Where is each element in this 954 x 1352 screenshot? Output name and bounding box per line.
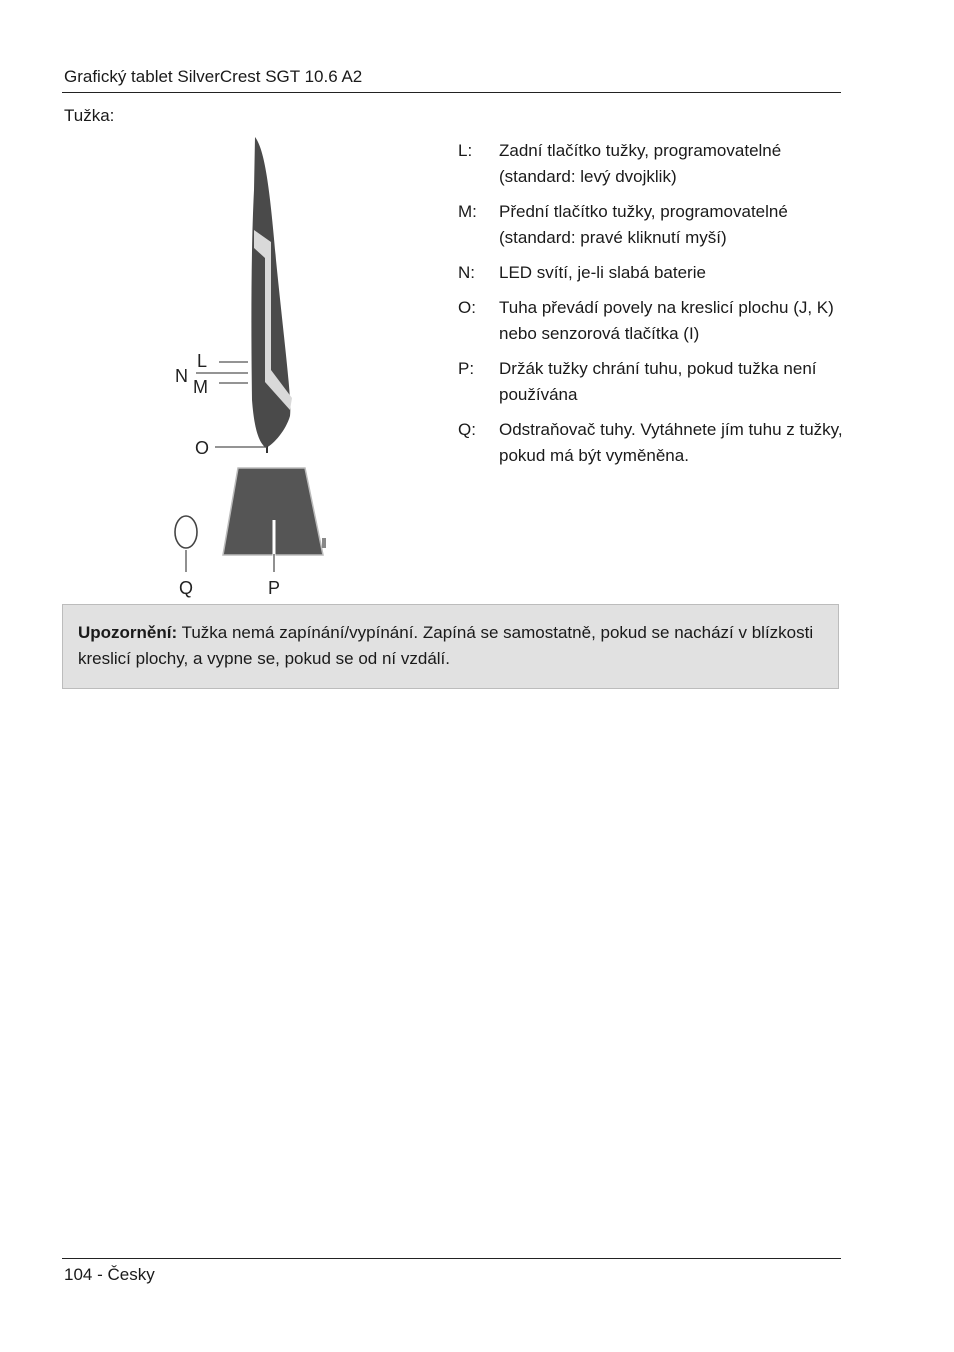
legend-key: M: bbox=[458, 202, 477, 221]
footer-divider bbox=[62, 1258, 841, 1259]
holder-notch bbox=[322, 538, 326, 548]
callout-label-n: N bbox=[175, 366, 188, 386]
callout-label-q: Q bbox=[179, 578, 194, 598]
note-content bbox=[78, 620, 818, 672]
legend-key: P: bbox=[458, 359, 475, 378]
callout-label-l: L bbox=[197, 351, 208, 371]
note-body: Tužka nemá zapínání/vypínání. Zapíná se samostatně, pokud se nachází v blízkosti kreslicí plochy, a vypne se, pokud se od ní vzdálí. bbox=[78, 623, 814, 668]
legend-text: Držák tužky chrání tuhu, pokud tužka není používána bbox=[499, 359, 817, 404]
legend-text: Přední tlačítko tužky, programovatelné (standard: pravé kliknutí myší) bbox=[499, 202, 788, 247]
legend-text: Tuha převádí povely na kreslicí plochu (J, K) nebo senzorová tlačítka (I) bbox=[499, 298, 834, 343]
legend-key: Q: bbox=[458, 420, 476, 439]
legend-text: Zadní tlačítko tužky, programovatelné (standard: levý dvojklik) bbox=[499, 141, 782, 186]
lead-remover bbox=[175, 516, 197, 548]
legend-key: N: bbox=[458, 263, 475, 282]
callout-label-m: M bbox=[193, 377, 208, 397]
legend-key: L: bbox=[458, 141, 473, 160]
legend-text: LED svítí, je-li slabá baterie bbox=[499, 263, 706, 282]
note-box bbox=[62, 604, 839, 689]
pen-diagram bbox=[160, 130, 340, 605]
legend-item-q bbox=[458, 417, 843, 469]
legend-item-o bbox=[458, 295, 843, 347]
pen-figure bbox=[160, 130, 340, 605]
legend-item-l bbox=[458, 138, 843, 190]
section-label: Tužka: bbox=[64, 106, 115, 125]
legend-text: Odstraňovač tuhy. Vytáhnete jím tuhu z tužky, pokud má být vyměněna. bbox=[499, 420, 843, 465]
legend-key: O: bbox=[458, 298, 476, 317]
callout-label-o: O bbox=[195, 438, 210, 458]
header-divider bbox=[62, 92, 841, 93]
legend-item-m bbox=[458, 199, 843, 251]
callout-label-p: P bbox=[268, 578, 281, 598]
legend-list bbox=[458, 138, 843, 478]
legend-item-n bbox=[458, 260, 843, 286]
legend-item-p bbox=[458, 356, 843, 408]
page-footer: 104 - Česky bbox=[64, 1265, 155, 1284]
note-title: Upozornění: bbox=[78, 623, 178, 642]
page-header: Grafický tablet SilverCrest SGT 10.6 A2 bbox=[64, 67, 363, 86]
